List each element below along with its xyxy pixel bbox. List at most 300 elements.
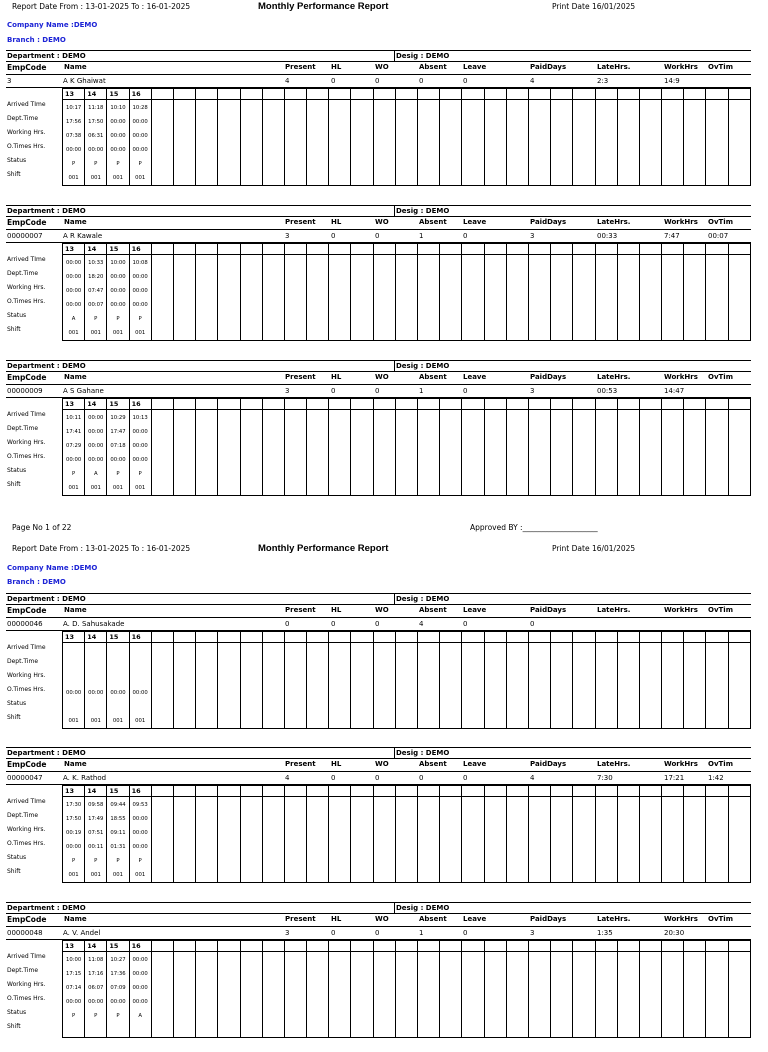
blank-cell xyxy=(440,100,462,186)
row-label: Status xyxy=(7,312,27,319)
day-value: 00:00 xyxy=(110,118,126,125)
day-value: 00:00 xyxy=(132,118,148,125)
latehrs-header: LateHrs. xyxy=(597,915,631,923)
day-value: 00:00 xyxy=(132,689,148,696)
blank-cell xyxy=(307,786,329,797)
rule xyxy=(6,229,751,230)
hl-header: HL xyxy=(331,915,342,923)
blank-cell xyxy=(262,941,284,952)
blank-cell xyxy=(462,941,484,952)
blank-cell xyxy=(617,643,639,729)
blank-cell xyxy=(151,786,173,797)
blank-cell xyxy=(573,410,595,496)
blank-cell xyxy=(307,244,329,255)
row-labels xyxy=(6,795,62,879)
day-header: 13 xyxy=(63,941,85,952)
blank-cell xyxy=(262,399,284,410)
day-value xyxy=(130,672,151,686)
day-header: 15 xyxy=(107,89,129,100)
blank-cell xyxy=(151,89,173,100)
blank-cell xyxy=(684,89,706,100)
row-label: Arrived TIme xyxy=(7,644,46,651)
present-header: Present xyxy=(285,915,316,923)
day-value: 17:36 xyxy=(110,970,126,977)
blank-cell xyxy=(196,89,218,100)
day-cell xyxy=(107,643,129,729)
workhrs-header: WorkHrs xyxy=(664,760,698,768)
blank-cell xyxy=(484,89,506,100)
employee-block xyxy=(6,50,751,200)
day-value: 00:00 xyxy=(88,456,104,463)
branch-name: Branch : DEMO xyxy=(7,578,66,586)
blank-cell xyxy=(617,244,639,255)
absent-value: 0 xyxy=(419,774,424,782)
row-label: Dept.Time xyxy=(7,967,39,974)
day-value xyxy=(107,644,128,658)
day-value: 00:00 xyxy=(110,146,126,153)
wo-header: WO xyxy=(375,373,389,381)
row-label: Shift xyxy=(7,326,21,333)
blank-cell xyxy=(684,100,706,186)
print-date: Print Date 16/01/2025 xyxy=(552,2,636,11)
day-value: 00:00 xyxy=(132,301,148,308)
rule xyxy=(6,360,751,361)
workhrs-value: 20:30 xyxy=(664,929,685,937)
blank-cell xyxy=(506,244,528,255)
blank-cell xyxy=(196,643,218,729)
hl-header: HL xyxy=(331,606,342,614)
blank-cell xyxy=(484,786,506,797)
blank-cell xyxy=(728,410,750,496)
blank-cell xyxy=(684,786,706,797)
wo-header: WO xyxy=(375,606,389,614)
blank-cell xyxy=(728,89,750,100)
day-value: 10:29 xyxy=(110,414,126,421)
row-label: Arrived TIme xyxy=(7,953,46,960)
row-label: Working Hrs. xyxy=(7,981,46,988)
blank-cell xyxy=(617,410,639,496)
day-value: 00:00 xyxy=(132,815,148,822)
blank-cell xyxy=(329,399,351,410)
day-value: 17:41 xyxy=(65,428,82,435)
blank-cell xyxy=(551,797,573,883)
blank-cell xyxy=(595,632,617,643)
rule xyxy=(6,604,751,605)
day-value: 001 xyxy=(135,484,146,491)
wo-value: 0 xyxy=(375,77,380,85)
present-value: 3 xyxy=(285,387,290,395)
blank-cell xyxy=(551,643,573,729)
blank-cell xyxy=(728,786,750,797)
day-cell xyxy=(107,797,129,883)
row-label: Working Hrs. xyxy=(7,672,46,679)
blank-cell xyxy=(351,797,373,883)
blank-cell xyxy=(240,632,262,643)
leave-header: Leave xyxy=(463,606,487,614)
employee-block xyxy=(6,205,751,355)
desig-label: Desig : DEMO xyxy=(396,595,450,603)
day-cell xyxy=(107,255,129,341)
blank-cell xyxy=(173,255,195,341)
blank-cell xyxy=(440,89,462,100)
blank-cell xyxy=(418,632,440,643)
blank-cell xyxy=(284,244,306,255)
blank-cell xyxy=(528,244,550,255)
empcode-header: EmpCode xyxy=(7,915,47,924)
day-header: 16 xyxy=(129,786,151,797)
blank-cell xyxy=(551,786,573,797)
wo-value: 0 xyxy=(375,774,380,782)
row-label: O.Times Hrs. xyxy=(7,995,46,1002)
blank-cell xyxy=(240,952,262,1038)
blank-cell xyxy=(395,632,417,643)
day-value xyxy=(107,672,128,686)
blank-cell xyxy=(373,786,395,797)
latehrs-header: LateHrs. xyxy=(597,760,631,768)
department-label: Department : DEMO xyxy=(7,595,86,603)
hl-value: 0 xyxy=(331,929,336,937)
absent-header: Absent xyxy=(419,63,447,71)
day-value: 00:00 xyxy=(132,442,148,449)
attendance-grid xyxy=(62,785,751,883)
blank-cell xyxy=(284,89,306,100)
blank-cell xyxy=(307,952,329,1038)
leave-value: 0 xyxy=(463,232,468,240)
blank-cell xyxy=(418,786,440,797)
blank-cell xyxy=(728,255,750,341)
blank-cell xyxy=(573,399,595,410)
blank-cell xyxy=(551,410,573,496)
day-value: 11:08 xyxy=(88,956,104,963)
day-value: 17:47 xyxy=(110,428,126,435)
day-value: 001 xyxy=(68,174,79,181)
blank-cell xyxy=(218,244,240,255)
blank-cell xyxy=(240,89,262,100)
blank-cell xyxy=(484,952,506,1038)
blank-cell xyxy=(639,786,661,797)
blank-cell xyxy=(684,244,706,255)
day-value xyxy=(85,1023,106,1037)
blank-cell xyxy=(573,952,595,1038)
day-value: A xyxy=(138,1012,142,1019)
approved-by: Approved BY :____________________ xyxy=(470,523,598,532)
leave-header: Leave xyxy=(463,63,487,71)
blank-cell xyxy=(662,89,684,100)
row-label: Arrived TIme xyxy=(7,798,46,805)
paiddays-value: 3 xyxy=(530,929,535,937)
print-date: Print Date 16/01/2025 xyxy=(552,544,636,553)
desig-label: Desig : DEMO xyxy=(396,52,450,60)
day-value: 17:50 xyxy=(88,118,104,125)
blank-cell xyxy=(329,100,351,186)
paiddays-header: PaidDays xyxy=(530,606,567,614)
blank-cell xyxy=(307,941,329,952)
day-value: 001 xyxy=(112,871,124,878)
blank-cell xyxy=(218,952,240,1038)
blank-cell xyxy=(528,89,550,100)
present-header: Present xyxy=(285,373,316,381)
blank-cell xyxy=(528,941,550,952)
day-value: 00:00 xyxy=(132,970,148,977)
blank-cell xyxy=(284,643,306,729)
day-header: 14 xyxy=(85,632,107,643)
blank-cell xyxy=(573,89,595,100)
day-value: 001 xyxy=(68,717,79,724)
day-header: 15 xyxy=(107,399,129,410)
day-value: 17:16 xyxy=(88,970,104,977)
row-label: Status xyxy=(7,1009,27,1016)
blank-cell xyxy=(684,399,706,410)
day-value: 10:17 xyxy=(65,104,82,111)
day-value xyxy=(85,672,106,686)
blank-cell xyxy=(506,410,528,496)
blank-cell xyxy=(240,244,262,255)
blank-cell xyxy=(418,255,440,341)
day-value: 001 xyxy=(90,717,101,724)
day-value: P xyxy=(138,857,142,864)
blank-cell xyxy=(151,399,173,410)
row-label: Working Hrs. xyxy=(7,129,46,136)
blank-cell xyxy=(484,100,506,186)
paiddays-value: 4 xyxy=(530,774,535,782)
blank-cell xyxy=(240,100,262,186)
blank-cell xyxy=(284,410,306,496)
day-value: 07:47 xyxy=(88,287,104,294)
day-value: 001 xyxy=(112,174,124,181)
blank-cell xyxy=(528,399,550,410)
blank-cell xyxy=(395,797,417,883)
blank-cell xyxy=(528,632,550,643)
blank-cell xyxy=(240,797,262,883)
blank-cell xyxy=(351,255,373,341)
row-label: Arrived TIme xyxy=(7,101,46,108)
latehrs-value: 7:30 xyxy=(597,774,613,782)
blank-cell xyxy=(706,399,728,410)
empcode-header: EmpCode xyxy=(7,63,47,72)
present-value: 4 xyxy=(285,77,290,85)
blank-cell xyxy=(151,410,173,496)
blank-cell xyxy=(551,941,573,952)
day-value: 00:00 xyxy=(88,998,104,1005)
blank-cell xyxy=(329,786,351,797)
blank-cell xyxy=(351,89,373,100)
employee-block xyxy=(6,747,751,897)
blank-cell xyxy=(506,786,528,797)
day-value xyxy=(107,658,128,672)
blank-cell xyxy=(728,952,750,1038)
blank-cell xyxy=(440,244,462,255)
day-value xyxy=(63,672,84,686)
day-value: P xyxy=(94,1012,98,1019)
blank-cell xyxy=(418,100,440,186)
blank-cell xyxy=(284,632,306,643)
employee-block xyxy=(6,902,751,1052)
present-header: Present xyxy=(285,63,316,71)
workhrs-header: WorkHrs xyxy=(664,915,698,923)
blank-cell xyxy=(684,632,706,643)
blank-cell xyxy=(573,786,595,797)
row-label: Status xyxy=(7,157,27,164)
report-title: Monthly Performance Report xyxy=(258,1,389,12)
blank-cell xyxy=(284,952,306,1038)
rule xyxy=(6,913,751,914)
blank-cell xyxy=(617,399,639,410)
day-value: 00:00 xyxy=(65,843,82,850)
day-header: 15 xyxy=(107,244,129,255)
ovtim-header: OvTim xyxy=(708,218,733,226)
row-label: Dept.Time xyxy=(7,115,39,122)
blank-cell xyxy=(706,952,728,1038)
day-value: 00:00 xyxy=(110,287,126,294)
day-value: 00:00 xyxy=(65,998,82,1005)
day-value: A xyxy=(93,470,98,477)
day-value: 00:00 xyxy=(132,843,148,850)
blank-cell xyxy=(639,255,661,341)
latehrs-value: 00:53 xyxy=(597,387,618,395)
blank-cell xyxy=(617,632,639,643)
day-value: 00:00 xyxy=(110,998,126,1005)
leave-header: Leave xyxy=(463,373,487,381)
blank-cell xyxy=(573,797,595,883)
day-value: 00:00 xyxy=(88,414,104,421)
report-date-range: Report Date From : 13-01-2025 To : 16-01-2025 xyxy=(12,544,191,553)
day-value xyxy=(85,644,106,658)
blank-cell xyxy=(551,244,573,255)
page-header xyxy=(0,2,768,16)
rule xyxy=(6,902,751,903)
paiddays-header: PaidDays xyxy=(530,760,567,768)
day-value: 001 xyxy=(112,329,124,336)
branch-name: Branch : DEMO xyxy=(7,36,66,44)
blank-cell xyxy=(528,952,550,1038)
day-value: 09:58 xyxy=(88,801,104,808)
present-value: 3 xyxy=(285,232,290,240)
blank-cell xyxy=(173,786,195,797)
day-value: 17:50 xyxy=(65,815,82,822)
blank-cell xyxy=(395,89,417,100)
empcode-value: 00000007 xyxy=(7,232,43,240)
day-cell xyxy=(85,643,107,729)
department-label: Department : DEMO xyxy=(7,207,86,215)
absent-header: Absent xyxy=(419,760,447,768)
blank-cell xyxy=(395,399,417,410)
company-name: Company Name :DEMO xyxy=(7,21,98,29)
day-value: 09:11 xyxy=(110,829,126,836)
attendance-grid xyxy=(62,88,751,186)
day-value xyxy=(63,658,84,672)
hl-value: 0 xyxy=(331,232,336,240)
row-label: Dept.Time xyxy=(7,658,39,665)
blank-cell xyxy=(151,255,173,341)
latehrs-header: LateHrs. xyxy=(597,606,631,614)
absent-value: 1 xyxy=(419,387,424,395)
rule xyxy=(6,205,751,206)
hl-value: 0 xyxy=(331,774,336,782)
latehrs-header: LateHrs. xyxy=(597,218,631,226)
blank-cell xyxy=(173,410,195,496)
blank-cell xyxy=(173,89,195,100)
row-labels xyxy=(6,641,62,725)
blank-cell xyxy=(595,399,617,410)
blank-cell xyxy=(218,786,240,797)
row-label: Shift xyxy=(7,868,21,875)
day-cell xyxy=(63,410,85,496)
day-value: 00:19 xyxy=(65,829,82,836)
blank-cell xyxy=(728,244,750,255)
paiddays-value: 3 xyxy=(530,232,535,240)
blank-cell xyxy=(218,100,240,186)
blank-cell xyxy=(284,100,306,186)
absent-value: 1 xyxy=(419,232,424,240)
latehrs-header: LateHrs. xyxy=(597,63,631,71)
workhrs-value: 17:21 xyxy=(664,774,685,782)
empcode-value: 00000048 xyxy=(7,929,43,937)
day-header: 16 xyxy=(129,89,151,100)
wo-header: WO xyxy=(375,63,389,71)
blank-cell xyxy=(373,941,395,952)
blank-cell xyxy=(706,797,728,883)
blank-cell xyxy=(418,797,440,883)
day-header: 13 xyxy=(63,399,85,410)
day-value: P xyxy=(94,160,98,167)
day-value: 00:00 xyxy=(88,442,104,449)
blank-cell xyxy=(639,952,661,1038)
blank-cell xyxy=(639,89,661,100)
blank-cell xyxy=(240,399,262,410)
page-header xyxy=(0,544,768,558)
empcode-header: EmpCode xyxy=(7,218,47,227)
paiddays-header: PaidDays xyxy=(530,915,567,923)
day-header: 13 xyxy=(63,786,85,797)
name-header: Name xyxy=(64,373,87,381)
day-value: 001 xyxy=(90,329,101,336)
absent-header: Absent xyxy=(419,606,447,614)
blank-cell xyxy=(284,255,306,341)
ovtim-header: OvTim xyxy=(708,63,733,71)
blank-cell xyxy=(395,244,417,255)
day-cell xyxy=(63,100,85,186)
blank-cell xyxy=(284,786,306,797)
workhrs-value: 14:47 xyxy=(664,387,685,395)
blank-cell xyxy=(728,632,750,643)
day-cell xyxy=(85,255,107,341)
blank-cell xyxy=(551,100,573,186)
blank-cell xyxy=(706,941,728,952)
blank-cell xyxy=(551,399,573,410)
present-value: 3 xyxy=(285,929,290,937)
day-value: P xyxy=(71,470,76,477)
blank-cell xyxy=(595,952,617,1038)
blank-cell xyxy=(329,255,351,341)
day-value: P xyxy=(71,857,76,864)
blank-cell xyxy=(329,89,351,100)
day-header: 15 xyxy=(107,941,129,952)
row-label: Arrived TIme xyxy=(7,256,46,263)
blank-cell xyxy=(728,399,750,410)
blank-cell xyxy=(506,399,528,410)
day-value: 001 xyxy=(90,871,101,878)
blank-cell xyxy=(262,797,284,883)
page-footer xyxy=(0,523,768,535)
attendance-grid xyxy=(62,631,751,729)
day-value: 07:18 xyxy=(110,442,126,449)
day-value: 001 xyxy=(68,329,79,336)
blank-cell xyxy=(173,244,195,255)
department-label: Department : DEMO xyxy=(7,749,86,757)
blank-cell xyxy=(573,255,595,341)
blank-cell xyxy=(151,632,173,643)
blank-cell xyxy=(506,100,528,186)
